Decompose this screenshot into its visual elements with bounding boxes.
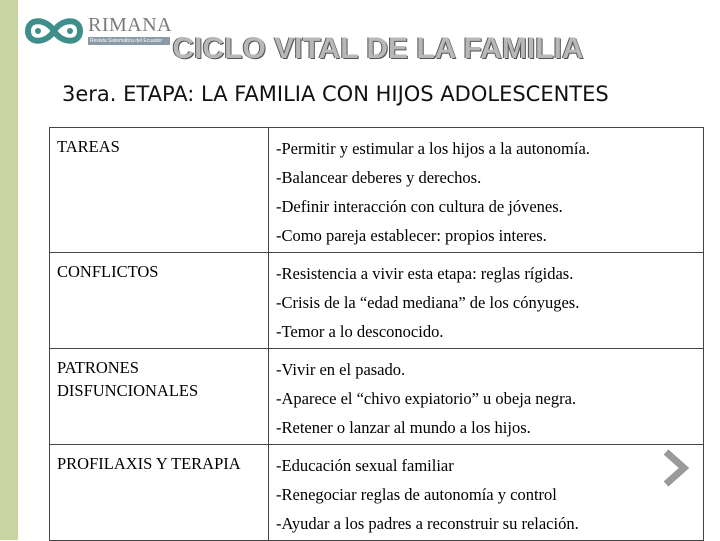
list-item: -Educación sexual familiar (276, 456, 454, 475)
list-item: -Permitir y estimular a los hijos a la autonomía. (276, 139, 590, 158)
table-row (50, 349, 704, 445)
list-item: -Retener o lanzar al mundo a los hijos. (276, 418, 531, 437)
row-label: CONFLICTOS (50, 253, 269, 349)
logo-brand-name: RIMANA (88, 14, 173, 36)
list-item: -Temor a lo desconocido. (276, 322, 444, 341)
row-items (269, 128, 704, 253)
list-item: -Resistencia a vivir esta etapa: reglas rígidas. (276, 264, 574, 283)
family-stage-table (49, 127, 704, 541)
chevron-right-icon (660, 448, 690, 488)
list-item: -Aparece el “chivo expiatorio” u obeja negra. (276, 389, 577, 408)
table-row (50, 445, 704, 541)
list-item: -Crisis de la “edad mediana” de los cónyuges. (276, 293, 580, 312)
left-accent-bar (0, 0, 18, 540)
row-label: PROFILAXIS Y TERAPIA (50, 445, 269, 541)
logo-tagline: Revista Sistemática del Ecuador (88, 37, 170, 45)
row-items (269, 445, 704, 541)
list-item: -Definir interacción con cultura de jóvenes. (276, 197, 563, 216)
row-label: PATRONES DISFUNCIONALES (50, 349, 269, 445)
list-item: -Como pareja establecer: propios interes. (276, 226, 547, 245)
row-items (269, 349, 704, 445)
list-item: -Ayudar a los padres a reconstruir su relación. (276, 514, 579, 533)
row-label: TAREAS (50, 128, 269, 253)
list-item: -Renegociar reglas de autonomía y control (276, 485, 557, 504)
infinity-logo-icon (22, 14, 86, 48)
list-item: -Vivir en el pasado. (276, 360, 406, 379)
table-row (50, 128, 704, 253)
page-title: CICLO VITAL DE LA FAMILIA (172, 32, 584, 65)
rimana-logo (22, 14, 172, 50)
list-item: -Balancear deberes y derechos. (276, 168, 482, 187)
row-items (269, 253, 704, 349)
table-row (50, 253, 704, 349)
next-slide-button[interactable] (660, 448, 690, 488)
page-subtitle: 3era. ETAPA: LA FAMILIA CON HIJOS ADOLESCENTES (62, 82, 609, 106)
